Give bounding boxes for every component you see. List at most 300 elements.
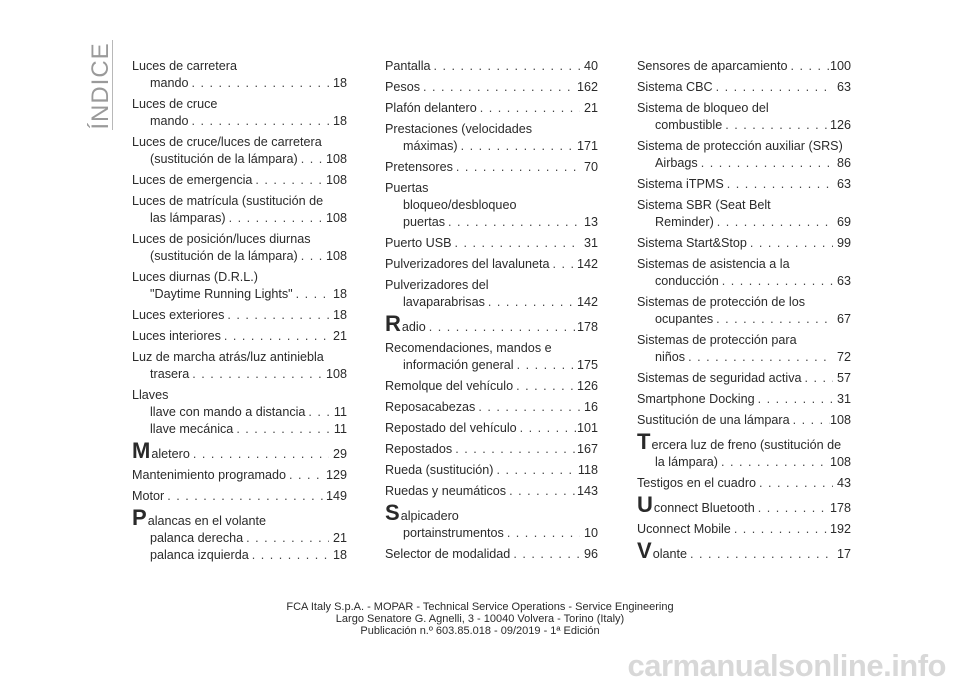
index-entry-line	[385, 420, 598, 437]
page-number: 18	[332, 548, 347, 562]
side-section-title	[86, 40, 113, 130]
dot-leader	[452, 441, 577, 458]
entry-text: Ruedas y neumáticos	[385, 484, 507, 498]
index-entry-line	[385, 159, 598, 176]
entry-text: adio	[401, 320, 426, 334]
entry-text: Recomendaciones, mandos e	[385, 341, 552, 355]
index-entry	[132, 307, 347, 324]
entry-text: lavaparabrisas	[403, 295, 485, 309]
dot-leader	[293, 286, 329, 303]
page-number: 142	[576, 257, 598, 271]
index-entry	[132, 328, 347, 345]
index-entry-line	[132, 328, 347, 345]
index-entry	[637, 256, 851, 290]
index-entry-line	[385, 441, 598, 458]
dot-leader	[298, 248, 326, 265]
index-subentry	[637, 454, 851, 471]
index-entry	[637, 235, 851, 252]
entry-text: connect Bluetooth	[653, 501, 755, 515]
entry-text: bloqueo/desbloqueo	[403, 198, 517, 212]
dot-leader	[233, 421, 329, 438]
index-entry-line	[637, 79, 851, 96]
dot-leader	[475, 399, 580, 416]
entry-text: Luz de marcha atrás/luz antiniebla	[132, 350, 324, 364]
entry-text: portainstrumentos	[403, 526, 504, 540]
entry-text: ocupantes	[655, 312, 714, 326]
dot-leader	[722, 117, 830, 134]
index-entry	[385, 378, 598, 395]
index-entry	[637, 538, 851, 563]
index-entry-line	[385, 235, 598, 252]
page-number: 178	[829, 501, 851, 515]
dot-leader	[713, 79, 833, 96]
page-number: 18	[332, 287, 347, 301]
index-subentry	[132, 286, 347, 303]
dot-leader	[685, 349, 833, 366]
index-entry	[637, 176, 851, 193]
index-entry	[637, 197, 851, 231]
entry-text: Repostado del vehículo	[385, 421, 517, 435]
index-entry-line	[637, 176, 851, 193]
entry-text: Plafón delantero	[385, 101, 477, 115]
index-entry-line	[132, 58, 347, 75]
section-title-text: ÍNDICE	[87, 42, 114, 130]
page-number: 126	[576, 379, 598, 393]
index-entry-line	[385, 483, 598, 500]
entry-text: Sistema de bloqueo del	[637, 101, 769, 115]
index-subentry	[637, 273, 851, 290]
index-entry	[385, 311, 598, 336]
entry-text: Pulverizadores del lavaluneta	[385, 257, 550, 271]
dot-leader	[494, 462, 578, 479]
entry-text: Sistema Start&Stop	[637, 236, 747, 250]
page-number: 67	[836, 312, 851, 326]
entry-text: Reposacabezas	[385, 400, 476, 414]
index-entry	[637, 58, 851, 75]
page-number: 108	[829, 413, 851, 427]
entry-text: Rueda (sustitución)	[385, 463, 494, 477]
index-entry	[637, 475, 851, 492]
index-entry-line	[132, 96, 347, 113]
index-entry-line	[132, 193, 347, 210]
index-subentry	[132, 530, 347, 547]
index-entry	[385, 483, 598, 500]
dot-leader	[698, 155, 833, 172]
index-entry-line	[385, 79, 598, 96]
index-entry	[385, 235, 598, 252]
index-entry-line	[385, 546, 598, 563]
footer-address-line: Largo Senatore G. Agnelli, 3 - 10040 Volvera - Torino (Italy)	[335, 613, 625, 625]
page-number: 69	[836, 215, 851, 229]
dot-leader	[224, 307, 329, 324]
index-entry	[132, 231, 347, 265]
dot-leader	[298, 151, 326, 168]
index-entry	[132, 488, 347, 505]
entry-text: Sistemas de protección para	[637, 333, 797, 347]
page-number: 167	[576, 442, 598, 456]
index-entry	[385, 441, 598, 458]
index-subentry	[132, 75, 347, 92]
entry-text: Uconnect Mobile	[637, 522, 731, 536]
page-number: 101	[576, 421, 598, 435]
index-subentry	[132, 547, 347, 564]
dot-leader	[510, 546, 580, 563]
entry-text: Sistema iTPMS	[637, 177, 724, 191]
index-subentry	[385, 214, 598, 231]
index-entry	[385, 79, 598, 96]
index-subentry	[132, 248, 347, 265]
page-number: 13	[583, 215, 598, 229]
index-subentry	[385, 525, 598, 542]
dot-leader	[485, 294, 577, 311]
index-entry	[385, 500, 598, 542]
index-entry	[385, 420, 598, 437]
entry-text: Luces de carretera	[132, 59, 238, 73]
index-entry-line	[132, 134, 347, 151]
dot-leader	[802, 370, 833, 387]
page-number: 108	[325, 367, 347, 381]
publication-footer	[0, 601, 960, 637]
index-entry	[132, 58, 347, 92]
dot-leader	[788, 58, 830, 75]
index-subentry	[637, 311, 851, 328]
index-entry	[385, 340, 598, 374]
entry-text: conducción	[655, 274, 719, 288]
entry-text: Mantenimiento programado	[132, 468, 287, 482]
index-entry-line	[637, 332, 851, 349]
entry-text: Luces interiores	[132, 329, 221, 343]
entry-text: Prestaciones (velocidades	[385, 122, 533, 136]
page-number: 118	[577, 463, 598, 477]
entry-text: (sustitución de la lámpara)	[150, 152, 298, 166]
index-entry	[385, 462, 598, 479]
dot-leader	[755, 391, 833, 408]
index-entry	[637, 412, 851, 429]
entry-text: Pesos	[385, 80, 421, 94]
page-number: 10	[583, 526, 598, 540]
index-entry-line	[132, 231, 347, 248]
index-entry	[637, 492, 851, 517]
index-entry-line	[132, 172, 347, 189]
dot-leader	[452, 235, 581, 252]
entry-text: Luces exteriores	[132, 308, 225, 322]
index-entry	[637, 521, 851, 538]
dot-leader	[713, 311, 833, 328]
page-number: 108	[829, 455, 851, 469]
entry-text: máximas)	[403, 139, 458, 153]
page-number: 108	[325, 152, 347, 166]
index-entry	[637, 100, 851, 134]
dot-leader	[714, 214, 833, 231]
dot-leader	[514, 357, 577, 374]
index-entry-line	[385, 462, 598, 479]
dot-leader	[286, 467, 326, 484]
index-subentry	[385, 197, 598, 214]
index-entry-line	[385, 399, 598, 416]
page-number: 178	[576, 320, 598, 334]
index-entry-line	[385, 500, 598, 525]
page-number: 40	[583, 59, 598, 73]
entry-text: trasera	[150, 367, 190, 381]
entry-text: Pretensores	[385, 160, 453, 174]
index-entry	[385, 180, 598, 231]
page-number: 99	[836, 236, 851, 250]
entry-text: alancas en el volante	[147, 514, 267, 528]
index-entry	[385, 121, 598, 155]
section-initial-letter: M	[132, 438, 151, 463]
page-number: 63	[836, 274, 851, 288]
dot-leader	[420, 79, 577, 96]
dot-leader	[189, 113, 329, 130]
page-number: 96	[583, 547, 598, 561]
section-initial-letter: R	[385, 311, 401, 336]
dot-leader	[718, 454, 830, 471]
entry-text: Testigos en el cuadro	[637, 476, 757, 490]
page-number: 70	[583, 160, 598, 174]
section-initial-letter: U	[637, 492, 653, 517]
dot-leader	[252, 172, 326, 189]
dot-leader	[687, 546, 833, 563]
dot-leader	[755, 500, 830, 517]
dot-leader	[477, 100, 580, 117]
page-number: 162	[576, 80, 598, 94]
index-entry-line	[385, 277, 598, 294]
entry-text: información general	[403, 358, 514, 372]
dot-leader	[190, 446, 329, 463]
dot-leader	[550, 256, 577, 273]
index-entry-line	[637, 197, 851, 214]
dot-leader	[504, 525, 580, 542]
page-number: 21	[332, 329, 347, 343]
dot-leader	[517, 420, 577, 437]
index-subentry	[132, 366, 347, 383]
section-initial-letter: S	[385, 500, 400, 525]
entry-text: la lámpara)	[655, 455, 718, 469]
page-number: 21	[583, 101, 598, 115]
page-number: 57	[836, 371, 851, 385]
entry-text: Sistemas de seguridad activa	[637, 371, 802, 385]
index-entry-line	[637, 58, 851, 75]
entry-text: Remolque del vehículo	[385, 379, 514, 393]
entry-text: palanca derecha	[150, 531, 244, 545]
dot-leader	[226, 210, 326, 227]
entry-text: Luces de emergencia	[132, 173, 253, 187]
entry-text: Reminder)	[655, 215, 714, 229]
page-number: 108	[325, 173, 347, 187]
entry-text: Luces de matrícula (sustitución de	[132, 194, 324, 208]
index-entry	[132, 467, 347, 484]
page-number: 18	[332, 114, 347, 128]
index-entry-line	[385, 121, 598, 138]
index-entry-line	[385, 311, 598, 336]
page-number: 11	[333, 405, 347, 419]
page-number: 16	[583, 400, 598, 414]
section-initial-letter: T	[637, 429, 651, 454]
page-number: 142	[576, 295, 598, 309]
index-entry	[637, 332, 851, 366]
index-entry-line	[385, 256, 598, 273]
index-subentry	[385, 357, 598, 374]
entry-text: Sistema de protección auxiliar (SRS)	[637, 139, 843, 153]
entry-text: Luces de cruce	[132, 97, 218, 111]
entry-text: Selector de modalidad	[385, 547, 511, 561]
dot-leader	[189, 75, 329, 92]
index-entry	[637, 429, 851, 471]
entry-text: llave mecánica	[150, 422, 234, 436]
dot-leader	[431, 58, 580, 75]
dot-leader	[453, 159, 580, 176]
entry-text: Sistemas de asistencia a la	[637, 257, 790, 271]
page-number: 17	[836, 547, 851, 561]
dot-leader	[513, 378, 577, 395]
entry-text: Llaves	[132, 388, 169, 402]
page-number: 175	[576, 358, 598, 372]
index-entry	[132, 193, 347, 227]
index-entry-line	[385, 340, 598, 357]
section-initial-letter: V	[637, 538, 652, 563]
index-entry-line	[385, 180, 598, 197]
dot-leader	[731, 521, 830, 538]
index-entry	[132, 438, 347, 463]
index-entry	[385, 159, 598, 176]
entry-text: Sensores de aparcamiento	[637, 59, 788, 73]
index-entry-line	[637, 100, 851, 117]
index-entry-line	[385, 58, 598, 75]
index-entry	[385, 399, 598, 416]
index-entry-line	[132, 307, 347, 324]
watermark-text: carmanualsonline.info	[627, 648, 946, 683]
entry-text: Motor	[132, 489, 165, 503]
index-entry	[132, 172, 347, 189]
page-number: 11	[333, 422, 347, 436]
entry-text: Sistema CBC	[637, 80, 713, 94]
index-entry-line	[132, 488, 347, 505]
entry-text: "Daytime Running Lights"	[150, 287, 293, 301]
index-column-2	[385, 58, 598, 567]
entry-text: Luces de posición/luces diurnas	[132, 232, 311, 246]
section-initial-letter: P	[132, 505, 147, 530]
index-entry	[132, 269, 347, 303]
page-number: 100	[829, 59, 851, 73]
entry-text: Sistemas de protección de los	[637, 295, 806, 309]
entry-text: ercera luz de freno (sustitución de	[651, 438, 842, 452]
index-entry-line	[385, 378, 598, 395]
index-subentry	[385, 138, 598, 155]
index-entry-line	[132, 505, 347, 530]
index-entry-line	[637, 412, 851, 429]
entry-text: Luces de cruce/luces de carretera	[132, 135, 322, 149]
page-number: 29	[332, 447, 347, 461]
page-number: 72	[836, 350, 851, 364]
index-entry-line	[132, 467, 347, 484]
index-entry	[385, 546, 598, 563]
page-number: 18	[332, 76, 347, 90]
page-number: 31	[836, 392, 851, 406]
entry-text: alpicadero	[400, 509, 459, 523]
index-entry-line	[132, 438, 347, 463]
page-number: 31	[583, 236, 598, 250]
entry-text: Puertas	[385, 181, 429, 195]
footer-publication-line: Publicación n.º 603.85.018 - 09/2019 - 1ª Edición	[360, 625, 600, 637]
dot-leader	[719, 273, 833, 290]
dot-leader	[249, 547, 329, 564]
dot-leader	[458, 138, 577, 155]
dot-leader	[445, 214, 580, 231]
index-entry-line	[637, 256, 851, 273]
page-number: 108	[325, 211, 347, 225]
index-entry-line	[637, 429, 851, 454]
index-subentry	[637, 349, 851, 366]
index-entry-line	[637, 391, 851, 408]
page-number: 192	[829, 522, 851, 536]
dot-leader	[221, 328, 329, 345]
entry-text: las lámparas)	[150, 211, 226, 225]
index-entry	[132, 96, 347, 130]
index-entry-line	[637, 538, 851, 563]
index-entry-line	[637, 521, 851, 538]
index-entry	[385, 277, 598, 311]
entry-text: mando	[150, 114, 189, 128]
entry-text: Smartphone Docking	[637, 392, 755, 406]
index-entry	[385, 58, 598, 75]
entry-text: llave con mando a distancia	[150, 405, 306, 419]
entry-text: Sustitución de una lámpara	[637, 413, 790, 427]
index-column-3	[637, 58, 851, 567]
index-entry	[132, 134, 347, 168]
entry-text: Pulverizadores del	[385, 278, 489, 292]
index-subentry	[132, 113, 347, 130]
index-entry	[132, 505, 347, 564]
index-entry-line	[637, 235, 851, 252]
index-entry	[637, 79, 851, 96]
index-entry-line	[132, 269, 347, 286]
dot-leader	[747, 235, 833, 252]
index-entry-line	[637, 370, 851, 387]
page-number: 86	[836, 156, 851, 170]
index-entry-line	[132, 387, 347, 404]
entry-text: olante	[652, 547, 688, 561]
page-number: 129	[325, 468, 347, 482]
index-entry-line	[385, 100, 598, 117]
dot-leader	[426, 319, 577, 336]
entry-text: Sistema SBR (Seat Belt	[637, 198, 771, 212]
index-entry	[385, 256, 598, 273]
index-entry-line	[637, 475, 851, 492]
entry-text: Puerto USB	[385, 236, 452, 250]
entry-text: puertas	[403, 215, 446, 229]
entry-text: aletero	[151, 447, 190, 461]
index-entry-line	[637, 138, 851, 155]
dot-leader	[243, 530, 329, 547]
entry-text: (sustitución de la lámpara)	[150, 249, 298, 263]
entry-text: Repostados	[385, 442, 453, 456]
page-number: 63	[836, 177, 851, 191]
index-entry	[132, 387, 347, 438]
index-subentry	[637, 117, 851, 134]
page-number: 108	[325, 249, 347, 263]
dot-leader	[756, 475, 833, 492]
index-entry-line	[637, 294, 851, 311]
dot-leader	[164, 488, 326, 505]
index-entry	[637, 138, 851, 172]
dot-leader	[305, 404, 329, 421]
dot-leader	[790, 412, 830, 429]
page-number: 43	[836, 476, 851, 490]
index-entry	[637, 391, 851, 408]
index-subentry	[132, 151, 347, 168]
entry-text: Airbags	[655, 156, 698, 170]
page-number: 126	[829, 118, 851, 132]
